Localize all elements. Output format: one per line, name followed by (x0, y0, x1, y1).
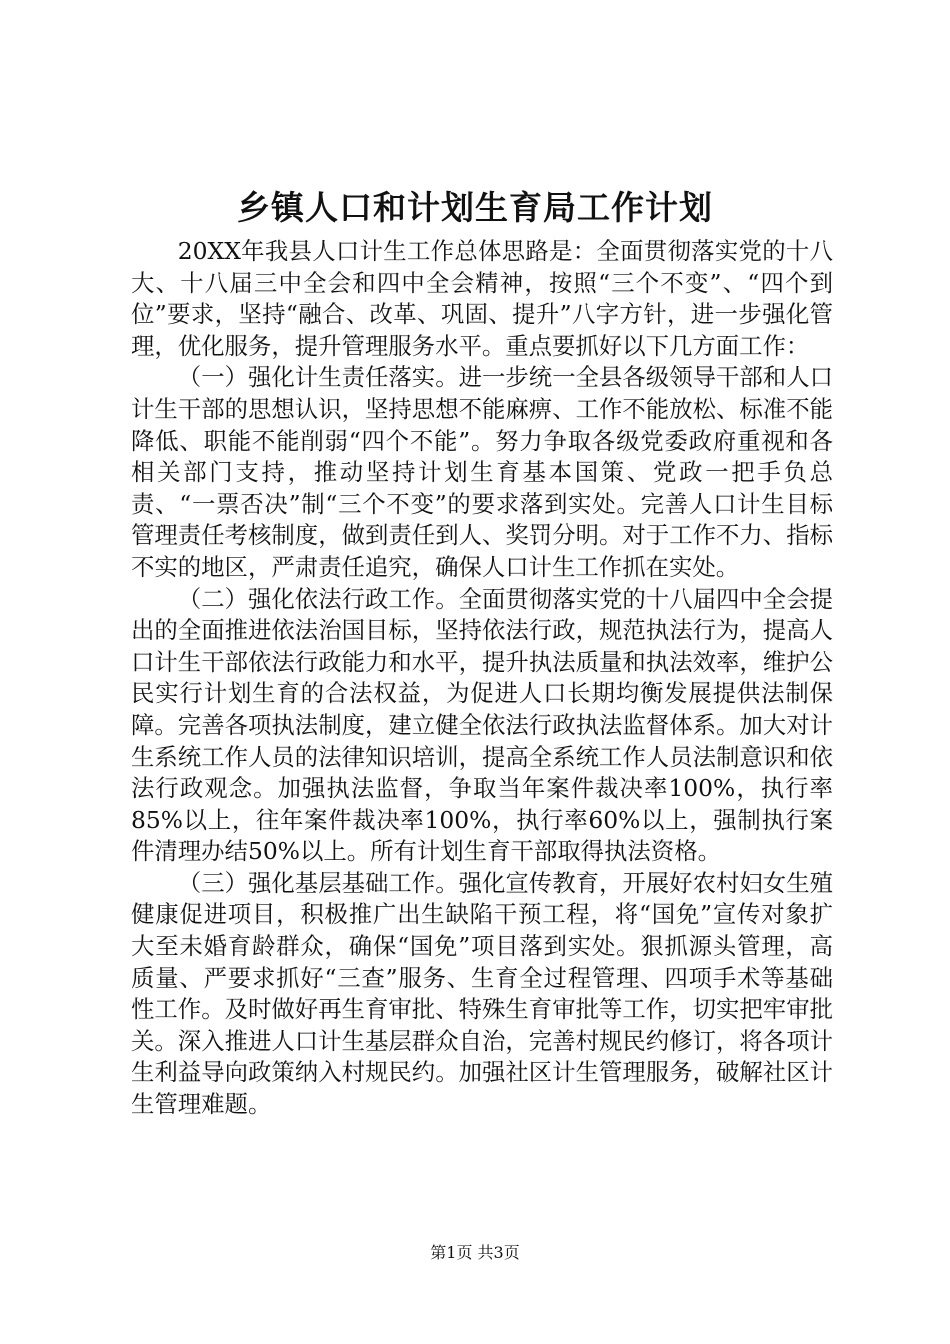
paragraph-section-3: （三）强化基层基础工作。强化宣传教育，开展好农村妇女生殖健康促进项目，积极推广出生缺陷干预工程，将“国免”宣传对象扩大至未婚育龄群众，确保“国免”项目落到实处。狠抓源头管理，高质量、严要求抓好“三查”服务、生育全过程管理、四项手术等基础性工作。及时做好再生育审批、特殊生育审批等工作，切实把牢审批关。深入推进人口计生基层群众自治，完善村规民约修订，将各项计生利益导向政策纳入村规民约。加强社区计生管理服务，破解社区计生管理难题。 (131, 868, 833, 1119)
paragraph-section-2: （二）强化依法行政工作。全面贯彻落实党的十八届四中全会提出的全面推进依法治国目标，坚持依法行政，规范执法行为，提高人口计生干部依法行政能力和水平，提升执法质量和执法效率，维护公民实行计划生育的合法权益，为促进人口长期均衡发展提供法制保障。完善各项执法制度，建立健全依法行政执法监督体系。加大对计生系统工作人员的法律知识培训，提高全系统工作人员法制意识和依法行政观念。加强执法监督，争取当年案件裁决率100%，执行率85%以上，往年案件裁决率100%，执行率60%以上，强制执行案件清理办结50%以上。所有计划生育干部取得执法资格。 (131, 584, 833, 866)
document-body (131, 236, 833, 1121)
document-title: 乡镇人口和计划生育局工作计划 (237, 188, 713, 227)
paragraph-section-1: （一）强化计生责任落实。进一步统一全县各级领导干部和人口计生干部的思想认识，坚持思想不能麻痹、工作不能放松、标准不能降低、职能不能削弱“四个不能”。努力争取各级党委政府重视和各相关部门支持，推动坚持计划生育基本国策、党政一把手负总责、“一票否决”制“三个不变”的要求落到实处。完善人口计生目标管理责任考核制度，做到责任到人、奖罚分明。对于工作不力、指标不实的地区，严肃责任追究，确保人口计生工作抓在实处。 (131, 363, 833, 581)
page-footer: 第1页 共3页 (430, 1243, 520, 1262)
paragraph-intro: 20XX年我县人口计生工作总体思路是：全面贯彻落实党的十八大、十八届三中全会和四中全会精神，按照“三个不变”、“四个到位”要求，坚持“融合、改革、巩固、提升”八字方针，进一步强化管理，优化服务，提升管理服务水平。重点要抓好以下几方面工作： (131, 237, 833, 360)
